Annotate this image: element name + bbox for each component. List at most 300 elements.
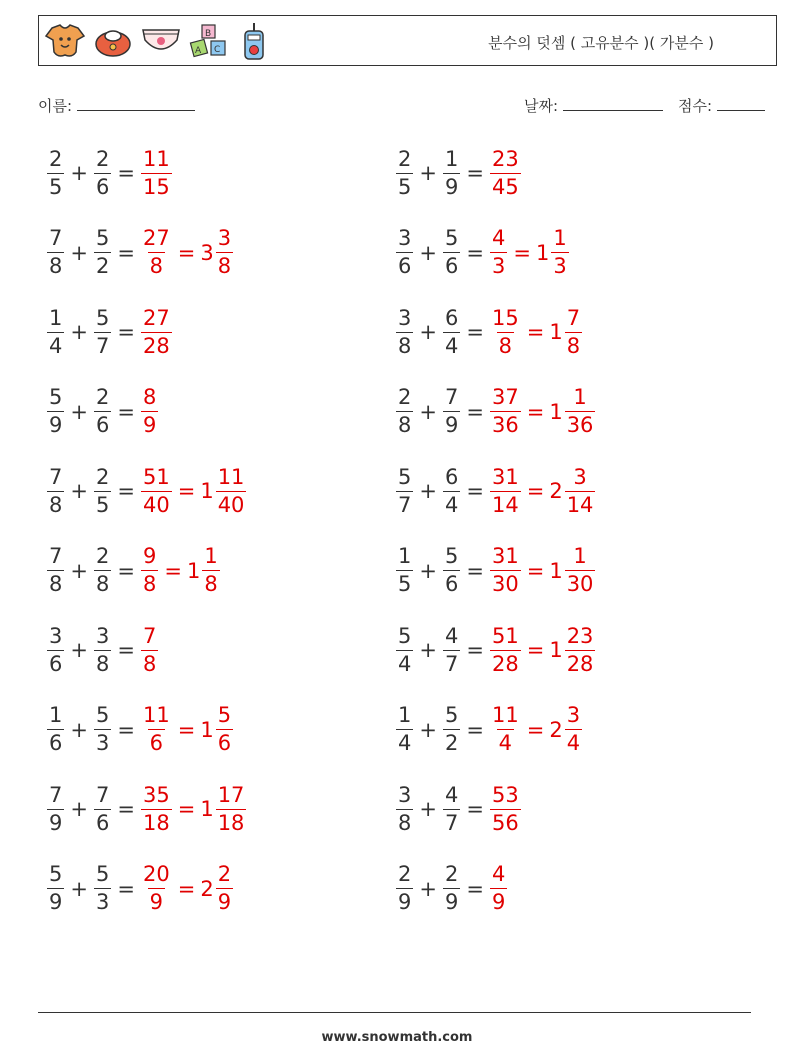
addend-1-fraction (47, 623, 64, 676)
numerator: 1 (398, 703, 412, 727)
numerator: 2 (398, 146, 412, 171)
numerator: 5 (95, 305, 110, 330)
denominator: 8 (49, 572, 63, 596)
denominator: 9 (491, 890, 506, 914)
answer-fraction (490, 864, 507, 913)
numerator: 2 (217, 862, 232, 886)
addend-1-fraction (47, 546, 64, 595)
answer-fraction (141, 546, 158, 595)
numerator: 27 (142, 226, 170, 250)
plus-sign: + (70, 240, 88, 265)
answer-fraction (141, 623, 158, 676)
score-blank[interactable] (717, 98, 765, 111)
addend-1-fraction (396, 387, 413, 436)
addend-2-fraction (443, 623, 460, 676)
denominator: 8 (498, 333, 513, 358)
mixed-number-fraction (565, 546, 596, 595)
denominator: 3 (95, 890, 110, 914)
denominator: 6 (95, 174, 110, 199)
plus-sign: + (419, 638, 437, 662)
denominator: 36 (566, 413, 594, 437)
addend-1-fraction (47, 305, 64, 358)
denominator: 6 (149, 731, 164, 755)
denominator: 6 (217, 731, 232, 755)
denominator: 9 (444, 890, 459, 914)
numerator: 1 (553, 226, 567, 250)
addend-2-fraction (94, 146, 111, 199)
answer-fraction (490, 146, 521, 199)
problem-item (395, 382, 596, 442)
addend-2-fraction (443, 228, 460, 277)
problem-item (46, 382, 159, 442)
answer-fraction (490, 782, 521, 835)
numerator: 4 (444, 623, 459, 648)
problem-item (395, 302, 583, 362)
problem-item (46, 223, 234, 283)
problem-item (46, 859, 234, 919)
equals-sign: = (466, 399, 484, 424)
equals-sign: = (117, 240, 135, 265)
denominator: 8 (217, 254, 232, 278)
numerator: 11 (217, 464, 245, 489)
denominator: 15 (142, 174, 170, 199)
footer-website: www.snowmath.com (321, 1030, 473, 1045)
equals-sign-answer: = (177, 479, 196, 503)
plus-sign: + (419, 320, 437, 344)
denominator: 9 (444, 174, 459, 199)
name-label: 이름: (38, 97, 73, 115)
score-label: 점수: (678, 97, 713, 115)
denominator: 3 (553, 254, 567, 278)
addend-1-fraction (396, 546, 413, 595)
numerator: 3 (95, 623, 110, 648)
problem-item (46, 541, 221, 601)
mixed-number-whole: 2 (549, 479, 563, 503)
numerator: 5 (95, 862, 110, 886)
denominator: 6 (95, 810, 110, 835)
equals-sign-answer: = (526, 717, 545, 742)
mixed-number-whole: 1 (549, 638, 563, 662)
problem-item (395, 541, 596, 601)
denominator: 5 (398, 572, 412, 596)
equals-sign: = (117, 479, 135, 503)
denominator: 9 (217, 890, 232, 914)
answer-fraction (141, 705, 172, 754)
plus-sign: + (70, 638, 88, 662)
numerator: 1 (573, 544, 587, 568)
equals-sign: = (117, 399, 135, 424)
addend-2-fraction (94, 464, 111, 517)
addend-2-fraction (94, 228, 111, 277)
addend-1-fraction (47, 228, 64, 277)
numerator: 20 (142, 862, 170, 886)
denominator: 9 (49, 413, 63, 437)
plus-sign: + (70, 876, 88, 901)
numerator: 5 (217, 703, 232, 727)
numerator: 31 (491, 464, 519, 489)
denominator: 18 (217, 810, 245, 835)
denominator: 40 (142, 492, 170, 517)
equals-sign-answer: = (526, 558, 545, 583)
mixed-number-whole: 1 (549, 558, 563, 583)
addend-2-fraction (443, 864, 460, 913)
numerator: 51 (142, 464, 170, 489)
equals-sign-answer: = (177, 876, 196, 901)
numerator: 1 (204, 544, 218, 568)
addend-1-fraction (396, 146, 413, 199)
denominator: 28 (566, 651, 594, 676)
denominator: 30 (566, 572, 594, 596)
numerator: 2 (95, 385, 110, 409)
numerator: 7 (142, 623, 157, 648)
numerator: 3 (398, 782, 412, 807)
answer-fraction (141, 464, 172, 517)
addend-2-fraction (94, 546, 111, 595)
footer-divider (38, 1012, 751, 1013)
denominator: 7 (398, 492, 412, 517)
numerator: 2 (95, 544, 110, 568)
equals-sign-answer: = (526, 479, 545, 503)
addend-2-fraction (443, 387, 460, 436)
denominator: 9 (149, 890, 164, 914)
numerator: 3 (398, 226, 412, 250)
addend-1-fraction (47, 387, 64, 436)
numerator: 7 (95, 782, 110, 807)
problem-item (395, 859, 508, 919)
numerator: 7 (49, 782, 63, 807)
plus-sign: + (419, 399, 437, 424)
addend-2-fraction (443, 464, 460, 517)
plus-sign: + (419, 717, 437, 742)
addend-2-fraction (443, 546, 460, 595)
equals-sign: = (117, 558, 135, 583)
equals-sign-answer: = (526, 638, 545, 662)
denominator: 28 (142, 333, 170, 358)
denominator: 8 (142, 651, 157, 676)
denominator: 4 (498, 731, 513, 755)
numerator: 5 (398, 623, 412, 648)
addend-2-fraction (443, 305, 460, 358)
denominator: 18 (142, 810, 170, 835)
numerator: 2 (95, 146, 110, 171)
denominator: 3 (491, 254, 506, 278)
answer-fraction (141, 782, 172, 835)
equals-sign: = (466, 876, 484, 901)
addend-2-fraction (94, 705, 111, 754)
numerator: 6 (444, 305, 459, 330)
numerator: 51 (491, 623, 519, 648)
numerator: 7 (566, 305, 581, 330)
numerator: 11 (491, 703, 519, 727)
denominator: 6 (398, 254, 412, 278)
numerator: 17 (217, 782, 245, 807)
mixed-number-fraction (565, 387, 596, 436)
problem-item (46, 779, 247, 839)
denominator: 5 (49, 174, 63, 199)
numerator: 23 (491, 146, 519, 171)
plus-sign: + (70, 479, 88, 503)
plus-sign: + (419, 479, 437, 503)
denominator: 8 (49, 492, 63, 517)
mixed-number-whole: 1 (200, 479, 214, 503)
numerator: 2 (49, 146, 63, 171)
numerator: 2 (444, 862, 459, 886)
numerator: 5 (49, 862, 63, 886)
denominator: 28 (491, 651, 519, 676)
numerator: 1 (444, 146, 459, 171)
numerator: 1 (49, 305, 63, 330)
denominator: 8 (398, 810, 412, 835)
addend-2-fraction (94, 864, 111, 913)
answer-fraction (490, 387, 521, 436)
addend-1-fraction (396, 228, 413, 277)
svg-text:A: A (195, 46, 202, 56)
mixed-number-whole: 1 (535, 240, 550, 265)
denominator: 3 (95, 731, 110, 755)
problem-item (46, 302, 173, 362)
equals-sign-answer: = (177, 240, 196, 265)
addend-2-fraction (94, 305, 111, 358)
equals-sign-answer: = (526, 399, 545, 424)
mixed-number-fraction (565, 305, 582, 358)
equals-sign: = (117, 717, 135, 742)
addend-1-fraction (396, 623, 413, 676)
mixed-number-fraction (565, 705, 582, 754)
date-blank[interactable] (563, 98, 663, 111)
numerator: 5 (95, 226, 110, 250)
addend-1-fraction (47, 464, 64, 517)
numerator: 5 (444, 703, 459, 727)
addend-2-fraction (94, 782, 111, 835)
addend-1-fraction (47, 146, 64, 199)
numerator: 4 (491, 862, 506, 886)
denominator: 14 (491, 492, 519, 517)
numerator: 11 (142, 146, 170, 171)
problem-item (46, 620, 159, 680)
score-field[interactable] (678, 95, 765, 116)
mixed-number-whole: 1 (200, 717, 214, 742)
denominator: 36 (491, 413, 519, 437)
abc-blocks-icon (188, 22, 230, 60)
problem-item (46, 461, 247, 521)
denominator: 8 (142, 572, 157, 596)
problem-item (395, 700, 583, 760)
baby-onesie-icon (44, 22, 86, 60)
problem-item (395, 620, 596, 680)
denominator: 8 (149, 254, 164, 278)
answer-fraction (490, 305, 521, 358)
numerator: 3 (398, 305, 412, 330)
date-label: 날짜: (524, 97, 559, 115)
mixed-number-fraction (216, 464, 247, 517)
problem-item (46, 700, 234, 760)
denominator: 8 (49, 254, 63, 278)
answer-fraction (141, 864, 172, 913)
problem-item (46, 143, 173, 203)
svg-text:B: B (205, 29, 212, 39)
denominator: 6 (49, 731, 63, 755)
equals-sign: = (466, 558, 484, 583)
denominator: 2 (444, 731, 459, 755)
equals-sign-answer: = (177, 717, 196, 742)
numerator: 15 (491, 305, 519, 330)
numerator: 27 (142, 305, 170, 330)
mixed-number-whole: 1 (200, 797, 214, 821)
mixed-number-fraction (216, 864, 233, 913)
denominator: 9 (142, 413, 157, 437)
mixed-number-whole: 1 (549, 399, 563, 424)
numerator: 5 (444, 226, 459, 250)
denominator: 8 (398, 413, 412, 437)
problem-item (395, 461, 596, 521)
numerator: 7 (49, 226, 63, 250)
equals-sign: = (466, 320, 484, 344)
answer-fraction (141, 228, 172, 277)
equals-sign: = (466, 638, 484, 662)
mixed-number-fraction (216, 228, 233, 277)
denominator: 2 (95, 254, 110, 278)
date-field[interactable] (524, 95, 663, 116)
plus-sign: + (70, 797, 88, 821)
numerator: 9 (142, 544, 157, 568)
plus-sign: + (419, 240, 437, 265)
denominator: 5 (398, 174, 412, 199)
answer-fraction (490, 464, 521, 517)
numerator: 35 (142, 782, 170, 807)
plus-sign: + (70, 320, 88, 344)
numerator: 5 (49, 385, 63, 409)
mixed-number-whole: 2 (549, 717, 563, 742)
equals-sign: = (466, 240, 484, 265)
denominator: 7 (95, 333, 110, 358)
denominator: 4 (444, 492, 459, 517)
mixed-number-whole: 3 (200, 240, 214, 265)
denominator: 8 (95, 651, 110, 676)
numerator: 23 (566, 623, 594, 648)
answer-fraction (490, 546, 521, 595)
answer-fraction (141, 305, 172, 358)
denominator: 7 (444, 651, 459, 676)
addend-1-fraction (47, 705, 64, 754)
addend-1-fraction (396, 305, 413, 358)
denominator: 30 (491, 572, 519, 596)
numerator: 6 (444, 464, 459, 489)
answer-fraction (141, 387, 158, 436)
mixed-number-fraction (565, 464, 596, 517)
equals-sign: = (117, 638, 135, 662)
denominator: 4 (398, 651, 412, 676)
mixed-number-whole: 2 (200, 876, 214, 901)
baby-monitor-icon (236, 21, 272, 61)
numerator: 7 (49, 464, 63, 489)
numerator: 2 (398, 862, 412, 886)
denominator: 56 (491, 810, 519, 835)
mixed-number-fraction (216, 705, 233, 754)
numerator: 4 (491, 226, 506, 250)
numerator: 3 (217, 226, 232, 250)
denominator: 6 (444, 254, 459, 278)
plus-sign: + (70, 399, 88, 424)
numerator: 2 (398, 385, 412, 409)
svg-text:C: C (214, 45, 221, 55)
problem-item (395, 779, 522, 839)
plus-sign: + (70, 558, 88, 583)
numerator: 1 (49, 703, 63, 727)
addend-2-fraction (94, 387, 111, 436)
problem-item (395, 143, 522, 203)
numerator: 5 (95, 703, 110, 727)
equals-sign: = (466, 717, 484, 742)
denominator: 8 (566, 333, 581, 358)
addend-2-fraction (443, 782, 460, 835)
header-icons (44, 21, 272, 61)
numerator: 5 (444, 544, 459, 568)
answer-fraction (141, 146, 172, 199)
denominator: 9 (49, 810, 63, 835)
answer-fraction (490, 623, 521, 676)
numerator: 37 (491, 385, 519, 409)
mixed-number-fraction (565, 623, 596, 676)
name-blank[interactable] (77, 98, 195, 111)
problem-item (395, 223, 570, 283)
mixed-number-fraction (551, 228, 568, 277)
equals-sign-answer: = (164, 558, 182, 583)
denominator: 14 (566, 492, 594, 517)
numerator: 3 (566, 703, 581, 727)
numerator: 4 (444, 782, 459, 807)
denominator: 9 (49, 890, 63, 914)
mixed-number-whole: 1 (186, 558, 201, 583)
mixed-number-fraction (216, 782, 247, 835)
plus-sign: + (419, 797, 437, 821)
equals-sign-answer: = (513, 240, 531, 265)
plus-sign: + (419, 161, 437, 185)
numerator: 3 (49, 623, 63, 648)
addend-2-fraction (443, 705, 460, 754)
numerator: 31 (491, 544, 519, 568)
denominator: 5 (95, 492, 110, 517)
plus-sign: + (70, 161, 88, 185)
name-field[interactable] (38, 95, 195, 116)
denominator: 8 (398, 333, 412, 358)
addend-1-fraction (396, 705, 413, 754)
equals-sign-answer: = (177, 797, 196, 821)
addend-1-fraction (47, 864, 64, 913)
worksheet-title: 분수의 덧셈 ( 고유분수 )( 가분수 ) (488, 34, 714, 52)
addend-1-fraction (47, 782, 64, 835)
answer-fraction (490, 228, 507, 277)
diaper-icon (140, 22, 182, 60)
numerator: 11 (142, 703, 170, 727)
addend-2-fraction (94, 623, 111, 676)
denominator: 8 (204, 572, 218, 596)
plus-sign: + (70, 717, 88, 742)
numerator: 8 (142, 385, 157, 409)
numerator: 1 (573, 385, 587, 409)
denominator: 6 (444, 572, 459, 596)
addend-1-fraction (396, 864, 413, 913)
equals-sign: = (466, 797, 484, 821)
numerator: 53 (491, 782, 519, 807)
addend-2-fraction (443, 146, 460, 199)
equals-sign: = (466, 161, 484, 185)
denominator: 4 (566, 731, 581, 755)
numerator: 7 (49, 544, 63, 568)
numerator: 1 (398, 544, 412, 568)
equals-sign-answer: = (526, 320, 545, 344)
denominator: 6 (49, 651, 63, 676)
numerator: 7 (444, 385, 459, 409)
